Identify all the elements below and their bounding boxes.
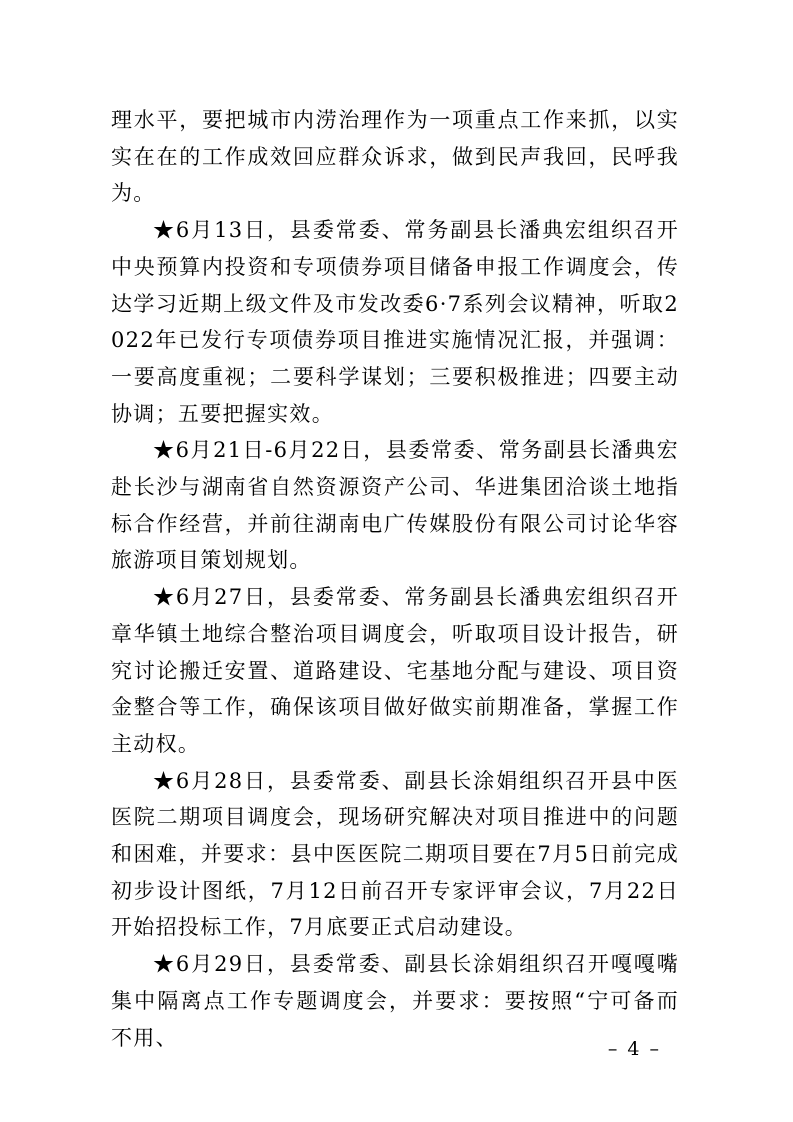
document-body	[111, 102, 679, 1056]
paragraph-1: 理水平，要把城市内涝治理作为一项重点工作来抓，以实实在在的工作成效回应群众诉求，做到民声我回，民呼我为。	[111, 108, 679, 206]
paragraph-6: ★6月29日，县委常委、副县长涂娟组织召开嘎嘎嘴集中隔离点工作专题调度会，并要求：要按照“宁可备而不用、	[111, 952, 679, 1050]
paragraph-5: ★6月28日，县委常委、副县长涂娟组织召开县中医医院二期项目调度会，现场研究解决对项目推进中的问题和困难，并要求：县中医医院二期项目要在7月5日前完成初步设计图纸，7月12日前召开专家评审会议，7月22日开始招投标工作，7月底要正式启动建设。	[111, 768, 679, 940]
paragraph-3: ★6月21日-6月22日，县委常委、常务副县长潘典宏赴长沙与湖南省自然资源资产公司、华进集团洽谈土地指标合作经营，并前往湖南电广传媒股份有限公司讨论华容旅游项目策划规划。	[111, 438, 679, 573]
paragraph-4: ★6月27日，县委常委、常务副县长潘典宏组织召开章华镇土地综合整治项目调度会，听取项目设计报告，研究讨论搬迁安置、道路建设、宅基地分配与建设、项目资金整合等工作，确保该项目做好做实前期准备，掌握工作主动权。	[111, 585, 679, 756]
paragraph-2: ★6月13日，县委常委、常务副县长潘典宏组织召开中央预算内投资和专项债券项目储备申报工作调度会，传达学习近期上级文件及市发改委6·7系列会议精神，听取2022年已发行专项债券项目推进实施情况汇报，并强调：一要高度重视；二要科学谋划；三要积极推进；四要主动协调；五要把握实效。	[111, 218, 679, 426]
page-number: – 4 –	[607, 1038, 661, 1060]
